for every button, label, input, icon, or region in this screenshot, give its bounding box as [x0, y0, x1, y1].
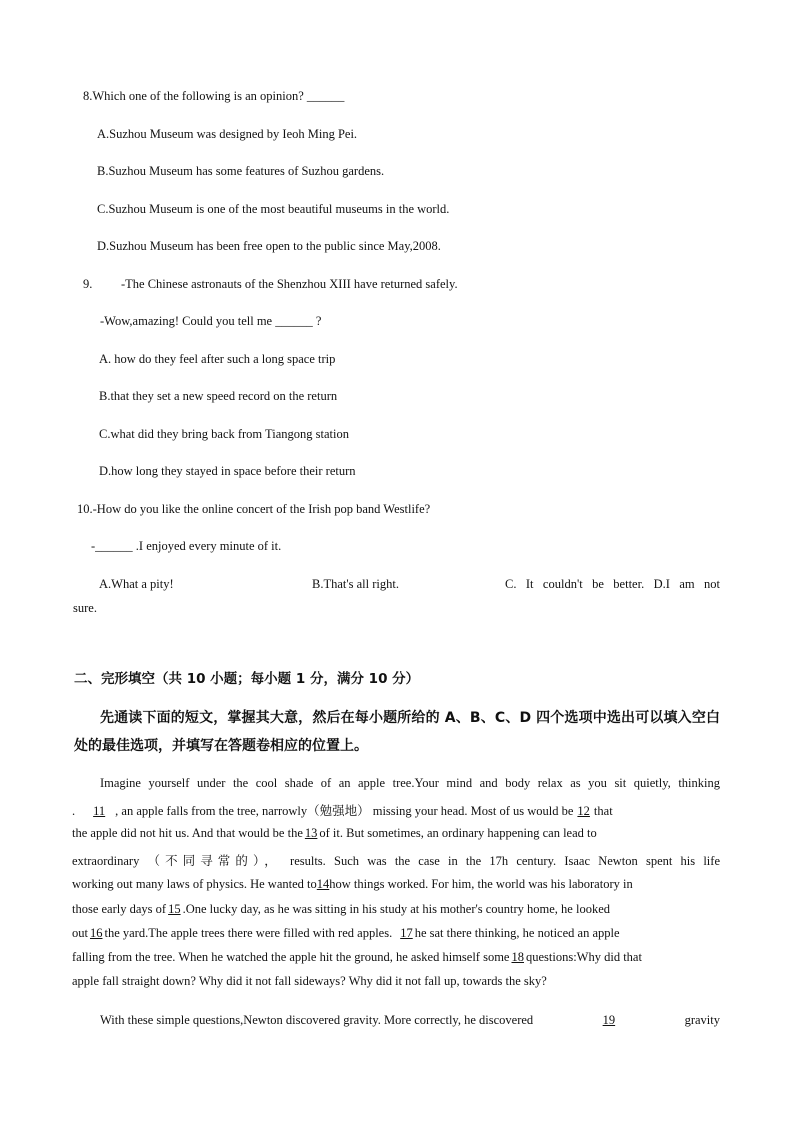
- section-instruction-line-2: 处的最佳选项，并填写在答题卷相应的位置上。: [74, 738, 368, 754]
- question-8-option-a: A.Suzhou Museum was designed by Ieoh Ming Pei.: [97, 127, 358, 141]
- question-10-stem: 10.-How do you like the online concert of the Irish pop band Westlife?: [77, 502, 431, 516]
- blank-16: 16: [89, 926, 103, 940]
- passage-line-10: With these simple questions,Newton discovered gravity. More correctly, he discovered 19 gravity: [100, 1013, 720, 1027]
- question-10-option-d-wrap: sure.: [73, 601, 97, 615]
- question-9-option-d: D.how long they stayed in space before their return: [99, 464, 356, 478]
- question-8-option-b: B.Suzhou Museum has some features of Suzhou gardens.: [97, 164, 385, 178]
- passage-line-5: working out many laws of physics. He wanted to14how things worked. For him, the world was his laboratory in: [72, 877, 633, 891]
- blank-14: 14: [316, 877, 330, 891]
- passage-line-4: extraordinary （不同寻常的）， results. Such was the case in the 17h century. Isaac Newton spent his life: [72, 854, 720, 868]
- blank-12: 12: [577, 804, 590, 818]
- passage-line-7: out 16 the yard.The apple trees there were filled with red apples. 17 he sat there thinking, he noticed an apple: [72, 926, 620, 940]
- passage-line-6: those early days of 15 .One lucky day, as he was sitting in his study at his mother's country home, he looked: [72, 902, 610, 916]
- passage-line-2: . 11 , an apple falls from the tree, narrowly（勉强地） missing your head. Most of us would be 12 that: [72, 804, 613, 818]
- blank-17: 17: [400, 926, 413, 940]
- question-10-option-b: B.That's all right.: [312, 577, 399, 591]
- passage-line-9: apple fall straight down? Why did it not fall sideways? Why did it not fall up, towards the sky?: [72, 974, 547, 988]
- question-9-option-b: B.that they set a new speed record on the return: [99, 389, 338, 403]
- question-9-option-a: A. how do they feel after such a long space trip: [99, 352, 336, 366]
- question-9-reply: -Wow,amazing! Could you tell me ______ ?: [100, 314, 322, 328]
- blank-11: 11: [93, 804, 106, 818]
- blank-15: 15: [168, 902, 181, 916]
- question-9-option-c: C.what did they bring back from Tiangong station: [99, 427, 349, 441]
- question-9-stem: -The Chinese astronauts of the Shenzhou XIII have returned safely.: [121, 277, 458, 291]
- question-10-option-a: A.What a pity!: [99, 577, 174, 591]
- question-8-option-c: C.Suzhou Museum is one of the most beautiful museums in the world.: [97, 202, 450, 216]
- passage-line-8: falling from the tree. When he watched the apple hit the ground, he asked himself some 18 questions:Why did that: [72, 950, 642, 964]
- question-10-reply: -______ .I enjoyed every minute of it.: [91, 539, 282, 553]
- blank-13: 13: [304, 826, 318, 840]
- passage-line-1: Imagine yourself under the cool shade of an apple tree.Your mind and body relax as you sit quietly, thinking: [100, 776, 720, 790]
- section-title: 二、完形填空（共 10 小题；每小题 1 分，满分 10 分）: [74, 671, 420, 687]
- question-8-option-d: D.Suzhou Museum has been free open to the public since May,2008.: [97, 239, 441, 253]
- blank-19: 19: [602, 1013, 616, 1027]
- passage-line-3: the apple did not hit us. And that would be the 13 of it. But sometimes, an ordinary happening can lead to: [72, 826, 597, 840]
- question-10-option-c-d: C. It couldn't be better. D.I am not: [505, 577, 720, 591]
- section-instruction-line-1: 先通读下面的短文，掌握其大意，然后在每小题所给的 A、B、C、D 四个选项中选出可以填入空白: [100, 710, 720, 726]
- question-8-stem: 8.Which one of the following is an opinion? ______: [83, 89, 345, 103]
- blank-18: 18: [511, 950, 524, 964]
- question-9-number: 9.: [83, 277, 93, 291]
